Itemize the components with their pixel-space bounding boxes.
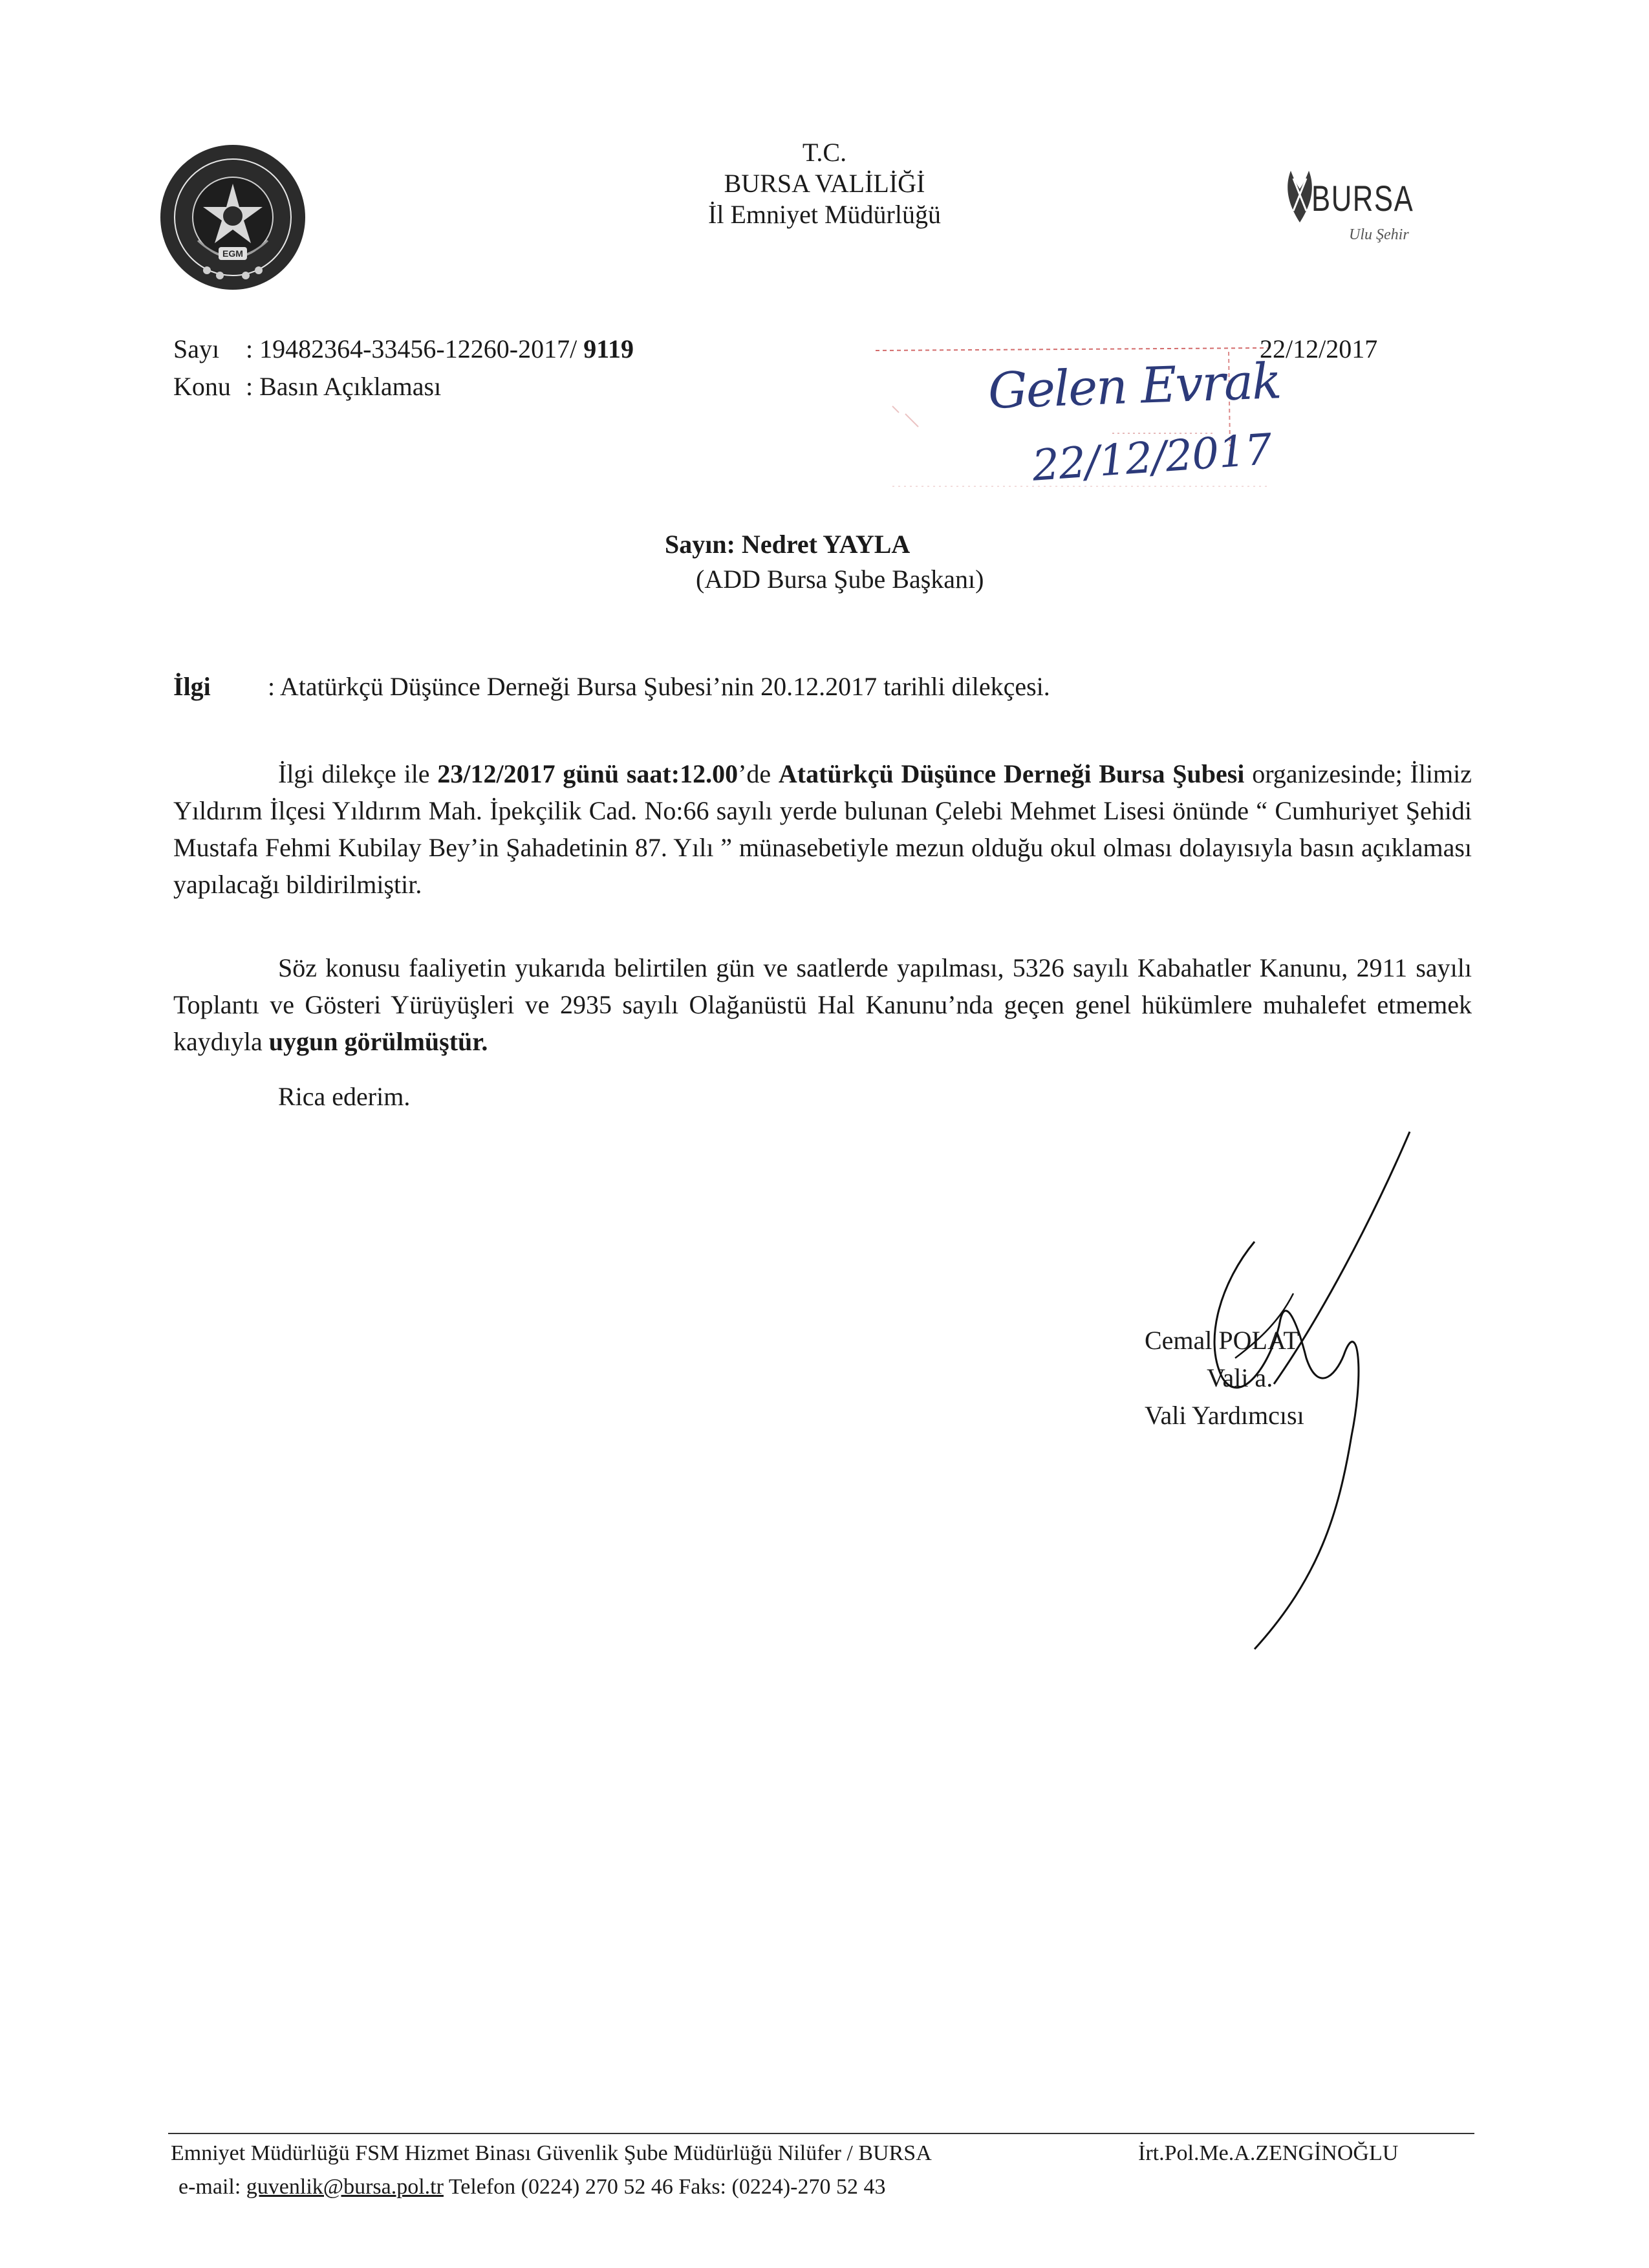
recipient-title: (ADD Bursa Şube Başkanı) <box>696 565 984 594</box>
signatory-title: Vali Yardımcısı <box>1145 1401 1304 1430</box>
konu-label: Konu <box>173 372 231 401</box>
p1-text-2: ’de <box>738 759 779 788</box>
bursa-logo-word: BURSA <box>1311 178 1414 219</box>
sayi-label: Sayı <box>173 334 220 363</box>
footer-contact <box>178 2173 885 2201</box>
p2-text-1: Söz konusu faaliyetin yukarıda belirtilen gün ve saatlerde yapılması, 5326 sayılı Kabahatler Kanunu, 2911 sayılı Toplantı ve Gösteri Yürüyüşleri ve 2935 sayılı Olağanüstü Hal Kanunu’nda geçen genel hükümlere muhalefet etmemek kaydıyla <box>173 953 1472 1056</box>
closing-phrase: Rica ederim. <box>278 1082 411 1111</box>
sayi-number-bold: 9119 <box>583 334 634 363</box>
p1-bold-organization: Atatürkçü Düşünce Derneği Bursa Şubesi <box>778 759 1245 788</box>
recipient-name: Sayın: Nedret YAYLA <box>665 530 911 559</box>
ilgi-text: : Atatürkçü Düşünce Derneği Bursa Şubesi’nin 20.12.2017 tarihli dilekçesi. <box>268 672 1050 701</box>
signatory-on-behalf: Vali a. <box>1207 1363 1273 1392</box>
p1-text-1: İlgi dilekçe ile <box>278 759 438 788</box>
handwritten-signature <box>1125 1125 1423 1656</box>
footer-address: Emniyet Müdürlüğü FSM Hizmet Binası Güvenlik Şube Müdürlüğü Nilüfer / BURSA <box>171 2141 932 2165</box>
header-line-valilik: BURSA VALİLİĞİ <box>724 169 925 198</box>
document-date: 22/12/2017 <box>1260 334 1378 363</box>
footer-email-link[interactable]: guvenlik@bursa.pol.tr <box>246 2175 444 2199</box>
header-line-tc: T.C. <box>802 138 847 167</box>
seal-center-text: EGM <box>222 248 243 259</box>
footer-email-label: e-mail: <box>178 2175 246 2199</box>
stamp-handwritten-text: Gelen Evrak <box>987 352 1282 420</box>
p2-bold-approval: uygun görülmüştür. <box>268 1027 488 1056</box>
ilgi-label: İlgi <box>173 672 211 701</box>
body-paragraph-2 <box>173 949 1472 1060</box>
p1-bold-datetime: 23/12/2017 günü saat:12.00 <box>437 759 738 788</box>
footer-phones: Telefon (0224) 270 52 46 Faks: (0224)-270 52 43 <box>443 2175 886 2199</box>
bursa-logo-tagline: Ulu Şehir <box>1349 226 1409 243</box>
bursa-logo <box>1282 162 1450 259</box>
sayi-value <box>246 334 634 365</box>
body-paragraph-1 <box>173 755 1472 903</box>
sayi-number: : 19482364-33456-12260-2017/ <box>246 334 584 363</box>
p1-text-3: organizesinde; İlimiz Yıldırım İlçesi Yıldırım Mah. İpekçilik Cad. No:66 sayılı yerde bulunan Çelebi Mehmet Lisesi önünde “ Cumhuriyet Şehidi Mustafa Fehmi Kubilay Bey’in Şahadetinin 87. Yılı ” münasebetiyle mezun olduğu okul olması dolayısıyla basın açıklaması yapılacağı bildirilmiştir. <box>173 759 1472 899</box>
footer-rule <box>168 2133 1474 2134</box>
signatory-name: Cemal POLAT <box>1145 1326 1299 1355</box>
footer-officer: İrt.Pol.Me.A.ZENGİNOĞLU <box>1138 2141 1399 2165</box>
stamp-handwritten-date: 22/12/2017 <box>1030 424 1273 491</box>
konu-value: : Basın Açıklaması <box>246 372 442 401</box>
header-line-emniyet: İl Emniyet Müdürlüğü <box>708 200 941 229</box>
